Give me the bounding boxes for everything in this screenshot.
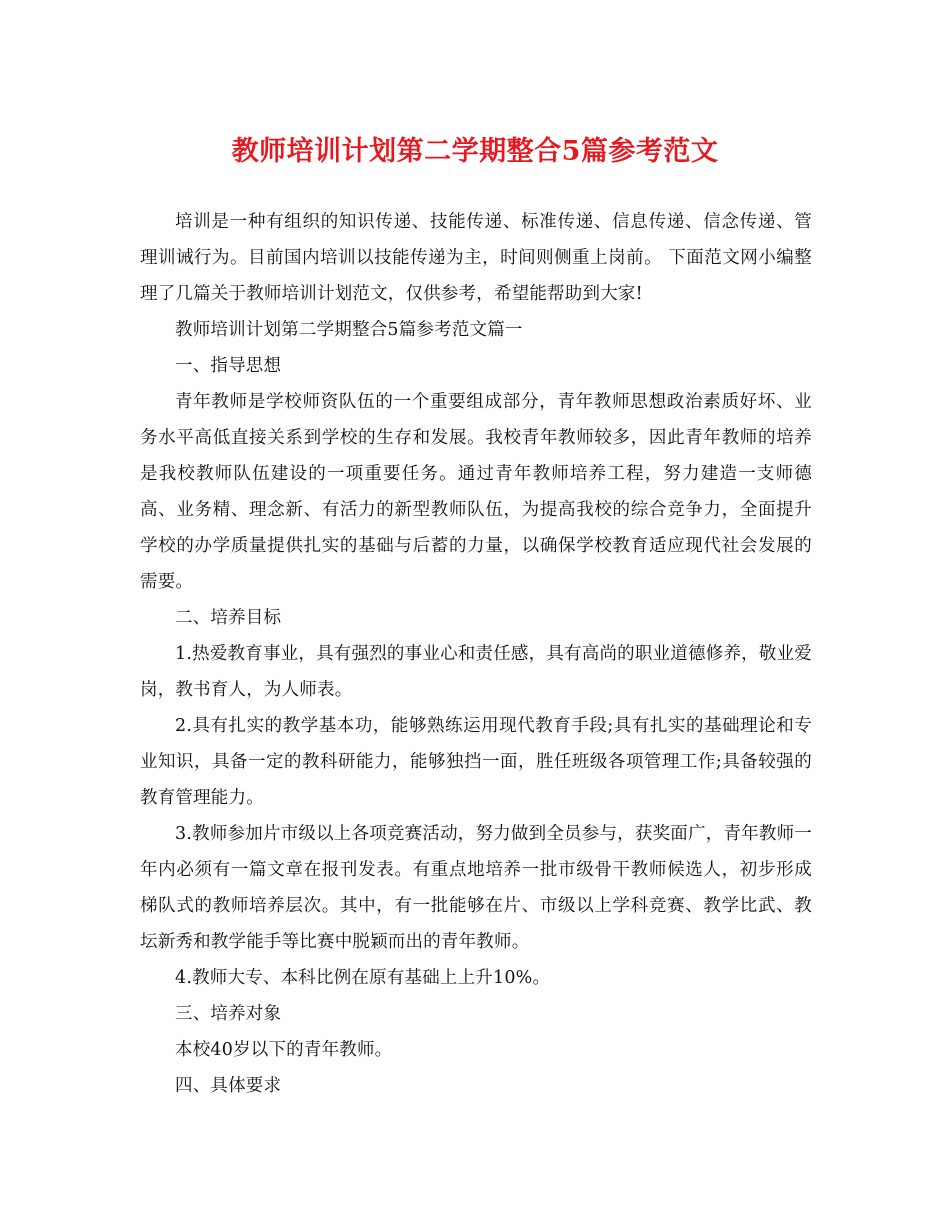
document-title: 教师培训计划第二学期整合5篇参考范文	[231, 136, 719, 167]
document-body	[140, 204, 812, 1104]
article-subtitle: 教师培训计划第二学期整合5篇参考范文篇一	[175, 320, 523, 340]
goal-item-3: 3.教师参加片市级以上各项竞赛活动，努力做到全员参与，获奖面广，青年教师一年内必须有一篇文章在报刊发表。有重点地培养一批市级骨干教师候选人，初步形成梯队式的教师培养层次。其中，有一批能够在片、市级以上学科竞赛、教学比武、教坛新秀和教学能手等比赛中脱颖而出的青年教师。	[140, 824, 812, 952]
section-heading-training-goals: 二、培养目标	[175, 608, 282, 628]
training-targets-paragraph: 本校40岁以下的青年教师。	[175, 1040, 393, 1060]
section-heading-specific-requirements: 四、具体要求	[175, 1076, 282, 1096]
goal-item-1: 1.热爱教育事业，具有强烈的事业心和责任感，具有高尚的职业道德修养，敬业爱岗，教书育人，为人师表。	[140, 644, 812, 700]
intro-paragraph: 培训是一种有组织的知识传递、技能传递、标准传递、信息传递、信念传递、管理训诫行为。目前国内培训以技能传递为主，时间则侧重上岗前。 下面范文网小编整理了几篇关于教师培训计划范文，仅供参考，希望能帮助到大家!	[140, 212, 812, 304]
goal-item-2: 2.具有扎实的教学基本功，能够熟练运用现代教育手段;具有扎实的基础理论和专业知识，具备一定的教科研能力，能够独挡一面，胜任班级各项管理工作;具备较强的教育管理能力。	[140, 716, 812, 808]
guiding-ideology-paragraph: 青年教师是学校师资队伍的一个重要组成部分，青年教师思想政治素质好坏、业务水平高低直接关系到学校的生存和发展。我校青年教师较多，因此青年教师的培养是我校教师队伍建设的一项重要任务。通过青年教师培养工程，努力建造一支师德高、业务精、理念新、有活力的新型教师队伍，为提高我校的综合竞争力，全面提升学校的办学质量提供扎实的基础与后蓄的力量，以确保学校教育适应现代社会发展的需要。	[140, 392, 812, 592]
section-heading-guiding-ideology: 一、指导思想	[175, 356, 282, 376]
goal-item-4: 4.教师大专、本科比例在原有基础上上升10%。	[175, 968, 551, 988]
section-heading-training-targets: 三、培养对象	[175, 1004, 282, 1024]
